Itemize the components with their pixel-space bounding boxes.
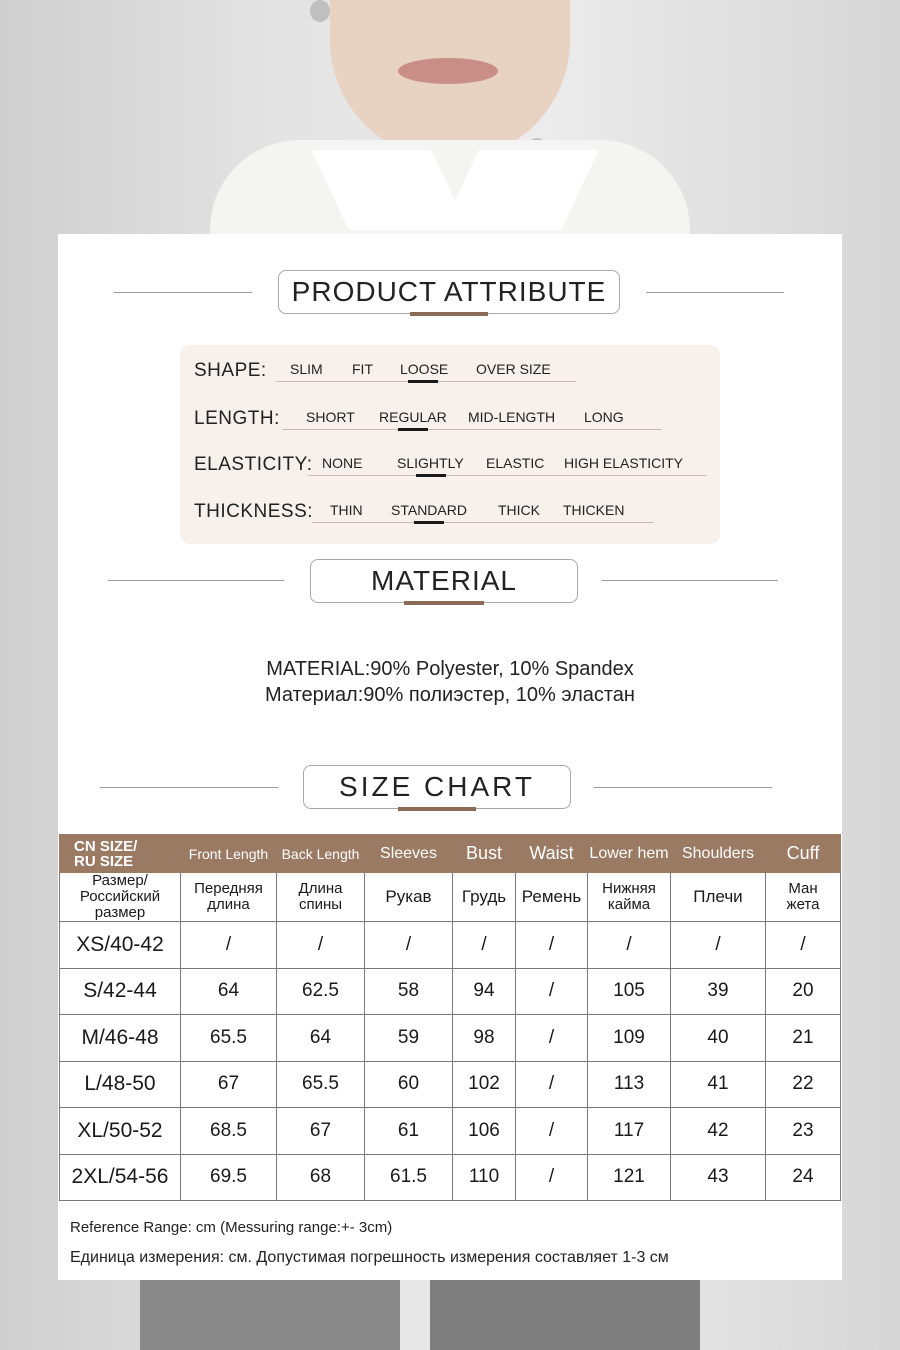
- value-cell: /: [671, 922, 766, 969]
- size-cell: M/46-48: [60, 1015, 181, 1062]
- size-chart-table: [59, 834, 841, 1201]
- header-cell: Waist: [516, 835, 588, 873]
- material-line-ru: Материал:90% полиэстер, 10% эластан: [265, 684, 635, 706]
- value-cell: 61.5: [365, 1154, 453, 1201]
- value-cell: /: [181, 922, 277, 969]
- header-ru-cell: Нижняя кайма: [588, 873, 671, 922]
- value-cell: /: [588, 922, 671, 969]
- table-header-en: [60, 835, 841, 873]
- header-ru-cell: Ремень: [516, 873, 588, 922]
- header-cn-size: CN SIZE/ RU SIZE: [60, 835, 181, 873]
- header-cell: Front Length: [181, 835, 277, 873]
- value-cell: 41: [671, 1061, 766, 1108]
- value-cell: 94: [453, 968, 516, 1015]
- model-pants: [140, 1280, 400, 1350]
- value-cell: 65.5: [181, 1015, 277, 1062]
- attr-option-selected: STANDARD: [391, 502, 467, 518]
- header-ru-cell: Ман жета: [766, 873, 841, 922]
- attr-option: NONE: [322, 455, 363, 471]
- selected-marker: [416, 474, 446, 477]
- value-cell: /: [277, 922, 365, 969]
- selected-marker: [398, 428, 428, 431]
- selected-marker: [408, 380, 438, 383]
- header-cell: Cuff: [766, 835, 841, 873]
- value-cell: /: [516, 1154, 588, 1201]
- header-ru-cell: Передняя длина: [181, 873, 277, 922]
- value-cell: 67: [277, 1108, 365, 1155]
- attr-option: LONG: [584, 409, 624, 425]
- header-ru-cell: Плечи: [671, 873, 766, 922]
- attr-option: FIT: [352, 361, 373, 377]
- value-cell: 39: [671, 968, 766, 1015]
- header-ru-cell: Грудь: [453, 873, 516, 922]
- table-row: [60, 1061, 841, 1108]
- attr-option-selected: LOOSE: [400, 361, 449, 377]
- product-attribute-title: PRODUCT ATTRIBUTE: [278, 270, 620, 314]
- material-line-en: MATERIAL:90% Polyester, 10% Spandex: [266, 658, 634, 680]
- value-cell: 60: [365, 1061, 453, 1108]
- value-cell: 59: [365, 1015, 453, 1062]
- attr-option: SLIM: [290, 361, 323, 377]
- value-cell: 68.5: [181, 1108, 277, 1155]
- attribute-panel: [180, 345, 720, 544]
- value-cell: 98: [453, 1015, 516, 1062]
- header-cell: Lower hem: [588, 835, 671, 873]
- attr-row-elasticity: [194, 449, 312, 481]
- value-cell: 23: [766, 1108, 841, 1155]
- reference-note-en: Reference Range: cm (Messuring range:+- 3cm): [70, 1219, 393, 1236]
- size-cell: 2XL/54-56: [60, 1154, 181, 1201]
- value-cell: 109: [588, 1015, 671, 1062]
- attr-label: LENGTH:: [194, 408, 280, 429]
- value-cell: 43: [671, 1154, 766, 1201]
- attr-option-selected: SLIGHTLY: [397, 455, 464, 471]
- value-cell: /: [516, 1108, 588, 1155]
- value-cell: 22: [766, 1061, 841, 1108]
- attr-label: SHAPE:: [194, 360, 267, 381]
- value-cell: 61: [365, 1108, 453, 1155]
- value-cell: /: [766, 922, 841, 969]
- value-cell: 64: [181, 968, 277, 1015]
- attr-label: THICKNESS:: [194, 501, 314, 522]
- header-ru-cell: Длина спины: [277, 873, 365, 922]
- size-cell: XS/40-42: [60, 922, 181, 969]
- table-row: [60, 1154, 841, 1201]
- table-header-ru: [60, 873, 841, 922]
- value-cell: 121: [588, 1154, 671, 1201]
- value-cell: /: [516, 1061, 588, 1108]
- header-ru-cell: Рукав: [365, 873, 453, 922]
- value-cell: 21: [766, 1015, 841, 1062]
- value-cell: 64: [277, 1015, 365, 1062]
- value-cell: 69.5: [181, 1154, 277, 1201]
- value-cell: 110: [453, 1154, 516, 1201]
- table-row: [60, 968, 841, 1015]
- attr-option: THICK: [498, 502, 540, 518]
- attr-option: THICKEN: [563, 502, 625, 518]
- attr-row-thickness: [194, 496, 313, 528]
- value-cell: 117: [588, 1108, 671, 1155]
- attr-option: HIGH ELASTICITY: [564, 455, 684, 471]
- value-cell: 113: [588, 1061, 671, 1108]
- attr-option: THIN: [330, 502, 363, 518]
- size-cell: S/42-44: [60, 968, 181, 1015]
- size-chart-title: SIZE CHART: [303, 765, 571, 809]
- table-row: [60, 922, 841, 969]
- table-row: [60, 1108, 841, 1155]
- value-cell: 58: [365, 968, 453, 1015]
- value-cell: 106: [453, 1108, 516, 1155]
- value-cell: 68: [277, 1154, 365, 1201]
- info-card: [58, 234, 842, 1280]
- value-cell: 105: [588, 968, 671, 1015]
- value-cell: 20: [766, 968, 841, 1015]
- header-cell: Shoulders: [671, 835, 766, 873]
- value-cell: /: [365, 922, 453, 969]
- attr-option-selected: REGULAR: [379, 409, 447, 425]
- attr-option: SHORT: [306, 409, 355, 425]
- attr-option: OVER SIZE: [476, 361, 551, 377]
- attr-row-shape: [194, 355, 267, 387]
- table-row: [60, 1015, 841, 1062]
- header-cell: Sleeves: [365, 835, 453, 873]
- value-cell: /: [516, 968, 588, 1015]
- selected-marker: [414, 521, 444, 524]
- value-cell: 102: [453, 1061, 516, 1108]
- value-cell: /: [453, 922, 516, 969]
- size-cell: XL/50-52: [60, 1108, 181, 1155]
- attr-row-length: [194, 403, 280, 435]
- header-cell: Back Length: [277, 835, 365, 873]
- value-cell: 40: [671, 1015, 766, 1062]
- header-ru-size: Размер/ Российский размер: [60, 873, 181, 922]
- size-cell: L/48-50: [60, 1061, 181, 1108]
- value-cell: 42: [671, 1108, 766, 1155]
- attr-option: ELASTIC: [486, 455, 545, 471]
- attr-label: ELASTICITY:: [194, 454, 313, 475]
- value-cell: /: [516, 1015, 588, 1062]
- reference-note-ru: Единица измерения: см. Допустимая погрешность измерения составляет 1-3 см: [70, 1249, 669, 1266]
- attr-option: MID-LENGTH: [468, 409, 556, 425]
- material-title: MATERIAL: [310, 559, 578, 603]
- value-cell: 62.5: [277, 968, 365, 1015]
- value-cell: /: [516, 922, 588, 969]
- value-cell: 65.5: [277, 1061, 365, 1108]
- value-cell: 24: [766, 1154, 841, 1201]
- header-cell: Bust: [453, 835, 516, 873]
- value-cell: 67: [181, 1061, 277, 1108]
